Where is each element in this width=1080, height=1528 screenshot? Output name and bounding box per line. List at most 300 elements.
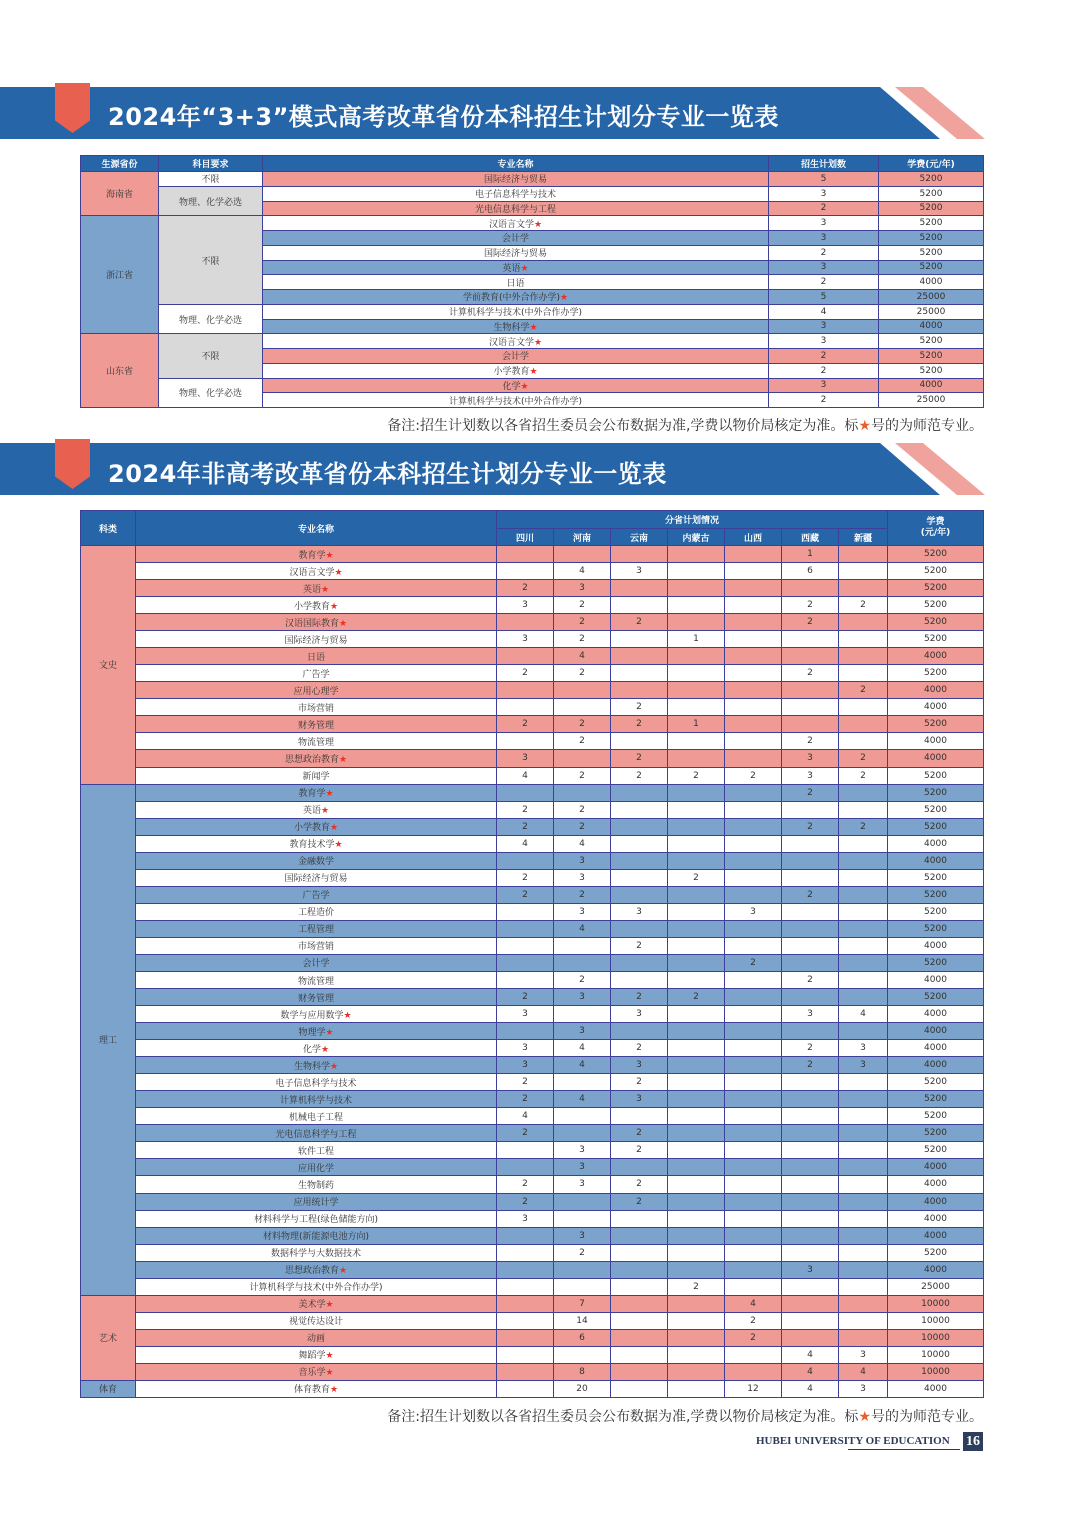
- plan-count-cell: [838, 886, 888, 904]
- fee-cell: 4000: [887, 1193, 984, 1211]
- plan-count-cell: [838, 1158, 888, 1176]
- fee-cell: 4000: [887, 1056, 984, 1074]
- major-name: 财务管理: [297, 720, 334, 731]
- major-cell: [135, 784, 497, 802]
- plan-count-cell: 3: [768, 230, 879, 246]
- plan-count-cell: [781, 1022, 839, 1040]
- major-cell: [135, 869, 497, 887]
- plan-count-cell: [724, 1073, 782, 1091]
- plan-count-cell: 2: [781, 613, 839, 631]
- plan-count-cell: [781, 1141, 839, 1159]
- major-name: 汉语言文学 ★: [489, 217, 542, 230]
- plan-count-cell: [553, 1210, 611, 1228]
- plan-count-cell: [610, 1227, 668, 1245]
- plan-count-cell: [667, 562, 725, 580]
- plan-count-cell: 2: [496, 988, 554, 1006]
- plan-count-cell: [667, 664, 725, 682]
- major-cell: [135, 1073, 497, 1091]
- plan-count-cell: [553, 698, 611, 716]
- plan-count-cell: [610, 784, 668, 802]
- major-name: 材料物理(新能源电池方向): [262, 1232, 370, 1243]
- table2-title: 2024年非高考改革省份本科招生计划分专业一览表: [108, 460, 667, 488]
- plan-count-cell: 3: [838, 1056, 888, 1074]
- plan-count-cell: [496, 1380, 554, 1398]
- plan-count-cell: [724, 1039, 782, 1057]
- plan-count-cell: [610, 971, 668, 989]
- plan-count-cell: [838, 784, 888, 802]
- subject-requirement-cell: 物理、化学必选: [158, 186, 263, 217]
- column-header: 生源省份: [80, 155, 159, 172]
- plan-count-cell: 2: [838, 767, 888, 785]
- fee-cell: 5200: [887, 1107, 984, 1125]
- plan-count-cell: 3: [496, 596, 554, 614]
- plan-count-cell: [724, 1363, 782, 1381]
- plan-count-cell: 2: [781, 596, 839, 614]
- plan-count-cell: 2: [610, 698, 668, 716]
- plan-count-cell: 2: [496, 818, 554, 836]
- plan-count-cell: 3: [768, 319, 879, 335]
- plan-count-cell: 12: [724, 1380, 782, 1398]
- plan-count-cell: 2: [553, 801, 611, 819]
- plan-count-cell: 2: [496, 579, 554, 597]
- plan-count-cell: [724, 1056, 782, 1074]
- plan-count-cell: [667, 749, 725, 767]
- major-cell: [135, 630, 497, 648]
- major-cell: [262, 186, 769, 202]
- plan-count-cell: 2: [724, 1329, 782, 1347]
- plan-count-cell: 2: [768, 274, 879, 290]
- plan-count-cell: 2: [667, 767, 725, 785]
- major-cell: [135, 1363, 497, 1381]
- major-cell: [262, 333, 769, 349]
- major-name: 汉语言文学 ★: [489, 335, 542, 348]
- plan-count-cell: [838, 613, 888, 631]
- footer-university: HUBEI UNIVERSITY OF EDUCATION: [756, 1435, 950, 1447]
- fee-cell: 5200: [887, 767, 984, 785]
- plan-count-cell: [610, 1107, 668, 1125]
- plan-count-cell: [667, 818, 725, 836]
- plan-count-cell: [838, 1175, 888, 1193]
- major-cell: [135, 1210, 497, 1228]
- plan-count-cell: [838, 920, 888, 938]
- plan-count-cell: [610, 869, 668, 887]
- fee-cell: 4000: [887, 698, 984, 716]
- plan-count-cell: [496, 937, 554, 955]
- plan-count-cell: 2: [610, 1124, 668, 1142]
- note-text: 号的为师范专业。: [871, 418, 983, 434]
- major-cell: [135, 801, 497, 819]
- major-name: 计算机科学与技术: [279, 1095, 352, 1106]
- plan-count-cell: [724, 801, 782, 819]
- plan-count-cell: [781, 1193, 839, 1211]
- plan-count-cell: [610, 1261, 668, 1279]
- plan-count-cell: [781, 1175, 839, 1193]
- major-cell: [135, 732, 497, 750]
- fee-cell: 5200: [887, 664, 984, 682]
- plan-count-cell: [667, 1039, 725, 1057]
- major-cell: [135, 954, 497, 972]
- plan-count-cell: [781, 1329, 839, 1347]
- plan-count-cell: [724, 1227, 782, 1245]
- plan-count-cell: [610, 954, 668, 972]
- major-name: 计算机科学与技术(中外合作办学): [249, 1283, 383, 1294]
- plan-count-cell: 2: [781, 664, 839, 682]
- plan-count-cell: 2: [781, 886, 839, 904]
- major-cell: [135, 1261, 497, 1279]
- plan-count-cell: [667, 1329, 725, 1347]
- major-name: 生物科学 ★: [294, 1059, 338, 1072]
- plan-count-cell: [667, 1107, 725, 1125]
- plan-count-cell: [667, 596, 725, 614]
- category-cell: 艺术: [80, 1295, 136, 1381]
- fee-cell: 5200: [887, 596, 984, 614]
- major-name: 日语: [506, 278, 525, 289]
- major-cell: [262, 215, 769, 231]
- plan-count-cell: 1: [781, 545, 839, 563]
- plan-count-cell: [667, 1056, 725, 1074]
- major-name: 电子信息科学与技术: [275, 1078, 357, 1089]
- plan-count-cell: 4: [496, 767, 554, 785]
- plan-count-cell: [496, 1244, 554, 1262]
- fee-cell: 5200: [887, 562, 984, 580]
- major-cell: [135, 903, 497, 921]
- plan-count-cell: [838, 647, 888, 665]
- plan-count-cell: [667, 784, 725, 802]
- plan-count-cell: [667, 1124, 725, 1142]
- major-name: 化学 ★: [303, 1042, 329, 1055]
- plan-count-cell: [724, 647, 782, 665]
- plan-count-cell: [838, 971, 888, 989]
- fee-cell: 5200: [887, 988, 984, 1006]
- fee-cell: 5200: [887, 1141, 984, 1159]
- plan-count-cell: 5: [768, 171, 879, 187]
- fee-cell: 5200: [878, 348, 984, 364]
- plan-count-cell: [610, 647, 668, 665]
- major-cell: [135, 562, 497, 580]
- plan-count-cell: 4: [553, 1039, 611, 1057]
- plan-count-cell: [838, 1312, 888, 1330]
- plan-count-cell: [553, 954, 611, 972]
- major-name: 光电信息科学与工程: [275, 1129, 357, 1140]
- fee-cell: 5200: [878, 215, 984, 231]
- plan-count-cell: [496, 647, 554, 665]
- fee-cell: 5200: [887, 613, 984, 631]
- major-cell: [262, 171, 769, 187]
- plan-count-cell: 2: [553, 664, 611, 682]
- fee-cell: 4000: [887, 749, 984, 767]
- major-cell: [135, 545, 497, 563]
- note-text: 号的为师范专业。: [871, 1409, 983, 1425]
- plan-count-cell: [496, 1346, 554, 1364]
- plan-count-cell: [496, 1329, 554, 1347]
- major-name: 汉语言文学 ★: [289, 565, 342, 578]
- fee-cell: 5200: [887, 1124, 984, 1142]
- plan-count-cell: 2: [610, 1039, 668, 1057]
- plan-count-cell: 2: [496, 1090, 554, 1108]
- major-cell: [135, 1227, 497, 1245]
- plan-count-cell: 3: [724, 903, 782, 921]
- major-cell: [135, 596, 497, 614]
- plan-count-cell: [610, 1210, 668, 1228]
- major-name: 物理学 ★: [298, 1025, 333, 1038]
- major-cell: [262, 260, 769, 276]
- plan-count-cell: 3: [768, 186, 879, 202]
- plan-count-cell: 2: [838, 818, 888, 836]
- plan-count-cell: [724, 664, 782, 682]
- major-cell: [135, 1039, 497, 1057]
- major-cell: [135, 1295, 497, 1313]
- fee-cell: 4000: [887, 681, 984, 699]
- major-cell: [262, 201, 769, 217]
- province-cell: 浙江省: [80, 215, 159, 334]
- major-name: 市场营销: [297, 703, 334, 714]
- plan-count-cell: [667, 1193, 725, 1211]
- major-name: 新闻学: [302, 772, 330, 783]
- plan-count-cell: 3: [768, 378, 879, 394]
- plan-count-cell: 3: [553, 852, 611, 870]
- plan-count-cell: [724, 1005, 782, 1023]
- plan-count-cell: [496, 784, 554, 802]
- plan-count-cell: 2: [553, 613, 611, 631]
- major-cell: [135, 613, 497, 631]
- plan-count-cell: [838, 715, 888, 733]
- major-name: 英语 ★: [502, 261, 528, 274]
- plan-count-cell: [838, 1124, 888, 1142]
- plan-count-cell: 4: [553, 1090, 611, 1108]
- plan-count-cell: [496, 698, 554, 716]
- plan-count-cell: [496, 681, 554, 699]
- plan-count-cell: 4: [553, 1056, 611, 1074]
- plan-count-cell: [838, 664, 888, 682]
- plan-count-cell: [838, 545, 888, 563]
- plan-count-cell: [667, 937, 725, 955]
- major-name: 音乐学 ★: [298, 1365, 333, 1378]
- plan-count-cell: [781, 1158, 839, 1176]
- province-header: 内蒙古: [667, 528, 725, 546]
- plan-count-cell: [667, 1022, 725, 1040]
- major-cell: [135, 852, 497, 870]
- plan-count-cell: [781, 801, 839, 819]
- plan-count-cell: 2: [610, 1175, 668, 1193]
- plan-count-cell: [724, 1022, 782, 1040]
- major-cell: [262, 319, 769, 335]
- plan-count-cell: 4: [724, 1295, 782, 1313]
- plan-count-cell: 2: [610, 937, 668, 955]
- plan-count-cell: [724, 545, 782, 563]
- major-cell: [135, 1193, 497, 1211]
- major-name: 舞蹈学 ★: [298, 1348, 333, 1361]
- plan-count-cell: [781, 920, 839, 938]
- plan-count-cell: [610, 818, 668, 836]
- major-cell: [135, 1278, 497, 1296]
- plan-count-cell: [667, 613, 725, 631]
- plan-count-cell: 2: [781, 1056, 839, 1074]
- plan-count-cell: [667, 1261, 725, 1279]
- star-icon: ★: [858, 418, 871, 434]
- plan-count-cell: [838, 1090, 888, 1108]
- plan-count-cell: 2: [553, 818, 611, 836]
- plan-count-cell: [667, 1210, 725, 1228]
- category-cell: 文史: [80, 545, 136, 785]
- major-name: 思想政治教育 ★: [285, 752, 347, 765]
- plan-count-cell: 3: [496, 1005, 554, 1023]
- plan-count-cell: [667, 1363, 725, 1381]
- major-name: 广告学: [302, 891, 330, 902]
- major-cell: [262, 289, 769, 305]
- plan-count-cell: 3: [496, 749, 554, 767]
- plan-count-cell: 2: [496, 1175, 554, 1193]
- fee-cell: 25000: [878, 392, 984, 408]
- plan-count-cell: 2: [667, 988, 725, 1006]
- major-cell: [262, 245, 769, 261]
- plan-count-cell: 20: [553, 1380, 611, 1398]
- major-cell: [135, 835, 497, 853]
- plan-count-cell: 2: [781, 818, 839, 836]
- plan-count-cell: [838, 1227, 888, 1245]
- plan-count-cell: [838, 869, 888, 887]
- major-cell: [135, 1346, 497, 1364]
- plan-count-cell: [667, 852, 725, 870]
- major-cell: [135, 1107, 497, 1125]
- plan-count-cell: [553, 1346, 611, 1364]
- plan-count-cell: [610, 1329, 668, 1347]
- plan-count-cell: [724, 1158, 782, 1176]
- fee-cell: 10000: [887, 1295, 984, 1313]
- fee-cell: 4000: [887, 852, 984, 870]
- fee-cell: 4000: [887, 1039, 984, 1057]
- plan-count-cell: [610, 1295, 668, 1313]
- plan-count-cell: [610, 852, 668, 870]
- plan-count-cell: [724, 613, 782, 631]
- plan-count-cell: [496, 1158, 554, 1176]
- major-cell: [135, 749, 497, 767]
- plan-count-cell: [724, 579, 782, 597]
- plan-count-cell: [724, 715, 782, 733]
- major-cell: [135, 767, 497, 785]
- plan-count-cell: 5: [768, 289, 879, 305]
- plan-count-cell: 3: [610, 562, 668, 580]
- plan-count-cell: [496, 1295, 554, 1313]
- plan-count-cell: 3: [496, 1039, 554, 1057]
- column-header: 科类: [80, 510, 136, 546]
- plan-count-cell: [724, 732, 782, 750]
- plan-count-cell: [496, 852, 554, 870]
- fee-cell: 5200: [878, 260, 984, 276]
- subject-requirement-cell: 不限: [158, 215, 263, 305]
- plan-count-cell: 3: [610, 1005, 668, 1023]
- plan-count-cell: [496, 903, 554, 921]
- plan-count-cell: 3: [553, 579, 611, 597]
- plan-count-cell: [667, 954, 725, 972]
- plan-count-cell: [724, 835, 782, 853]
- major-cell: [262, 230, 769, 246]
- major-name: 广告学: [302, 669, 330, 680]
- plan-count-cell: 2: [667, 1278, 725, 1296]
- plan-count-cell: 2: [610, 988, 668, 1006]
- fee-cell: 4000: [887, 1227, 984, 1245]
- major-cell: [135, 1022, 497, 1040]
- fee-cell: 5200: [878, 186, 984, 202]
- plan-count-cell: [667, 1005, 725, 1023]
- major-name: 英语 ★: [303, 582, 329, 595]
- plan-count-cell: [838, 1295, 888, 1313]
- major-name: 机械电子工程: [288, 1112, 343, 1123]
- major-name: 汉语国际教育 ★: [285, 616, 347, 629]
- plan-count-cell: 2: [553, 1244, 611, 1262]
- plan-count-cell: [610, 630, 668, 648]
- table1-title: 2024年“3+3”模式高考改革省份本科招生计划分专业一览表: [108, 103, 779, 131]
- plan-count-cell: [838, 630, 888, 648]
- plan-count-cell: [610, 1022, 668, 1040]
- plan-count-cell: [553, 1005, 611, 1023]
- major-name: 国际经济与贸易: [284, 635, 348, 646]
- plan-count-cell: [781, 681, 839, 699]
- plan-count-cell: [838, 1244, 888, 1262]
- plan-count-cell: 3: [496, 1056, 554, 1074]
- plan-count-cell: [610, 1244, 668, 1262]
- plan-count-cell: [553, 1124, 611, 1142]
- category-cell: 体育: [80, 1380, 136, 1398]
- plan-count-cell: [781, 852, 839, 870]
- plan-count-cell: [781, 647, 839, 665]
- plan-count-cell: 3: [553, 1158, 611, 1176]
- plan-count-cell: [838, 579, 888, 597]
- major-cell: [262, 378, 769, 394]
- major-name: 物流管理: [297, 976, 334, 987]
- plan-count-cell: 2: [553, 971, 611, 989]
- fee-cell: 5200: [887, 630, 984, 648]
- major-name: 光电信息科学与工程: [474, 204, 556, 215]
- plan-count-cell: [667, 1141, 725, 1159]
- plan-count-cell: [724, 698, 782, 716]
- plan-count-cell: [667, 1158, 725, 1176]
- fee-cell: 5200: [878, 245, 984, 261]
- plan-count-cell: [553, 1261, 611, 1279]
- plan-count-cell: [667, 971, 725, 989]
- plan-count-cell: [724, 1278, 782, 1296]
- plan-count-cell: 4: [768, 304, 879, 320]
- plan-count-cell: [667, 579, 725, 597]
- plan-count-cell: [838, 562, 888, 580]
- major-name: 应用心理学: [293, 686, 339, 697]
- plan-count-cell: [667, 698, 725, 716]
- major-name: 软件工程: [297, 1146, 334, 1157]
- plan-count-cell: 3: [553, 1227, 611, 1245]
- plan-count-cell: 2: [781, 732, 839, 750]
- province-header: 新疆: [838, 528, 888, 546]
- major-cell: [135, 1158, 497, 1176]
- plan-count-cell: [667, 1380, 725, 1398]
- fee-cell: 4000: [887, 1210, 984, 1228]
- major-name: 美术学 ★: [298, 1297, 333, 1310]
- plan-count-cell: 2: [496, 886, 554, 904]
- fee-cell: 4000: [878, 274, 984, 290]
- major-cell: [135, 1141, 497, 1159]
- fee-cell: 5200: [887, 1073, 984, 1091]
- province-header: 山西: [724, 528, 782, 546]
- plan-count-cell: [553, 937, 611, 955]
- plan-count-cell: [553, 1278, 611, 1296]
- plan-count-cell: 2: [768, 201, 879, 217]
- plan-count-cell: [496, 1022, 554, 1040]
- plan-count-cell: [724, 1124, 782, 1142]
- major-name: 应用统计学: [293, 1198, 339, 1209]
- plan-count-cell: 1: [667, 630, 725, 648]
- plan-count-cell: 2: [610, 613, 668, 631]
- plan-count-cell: 2: [768, 363, 879, 379]
- major-cell: [135, 1090, 497, 1108]
- plan-count-cell: 6: [553, 1329, 611, 1347]
